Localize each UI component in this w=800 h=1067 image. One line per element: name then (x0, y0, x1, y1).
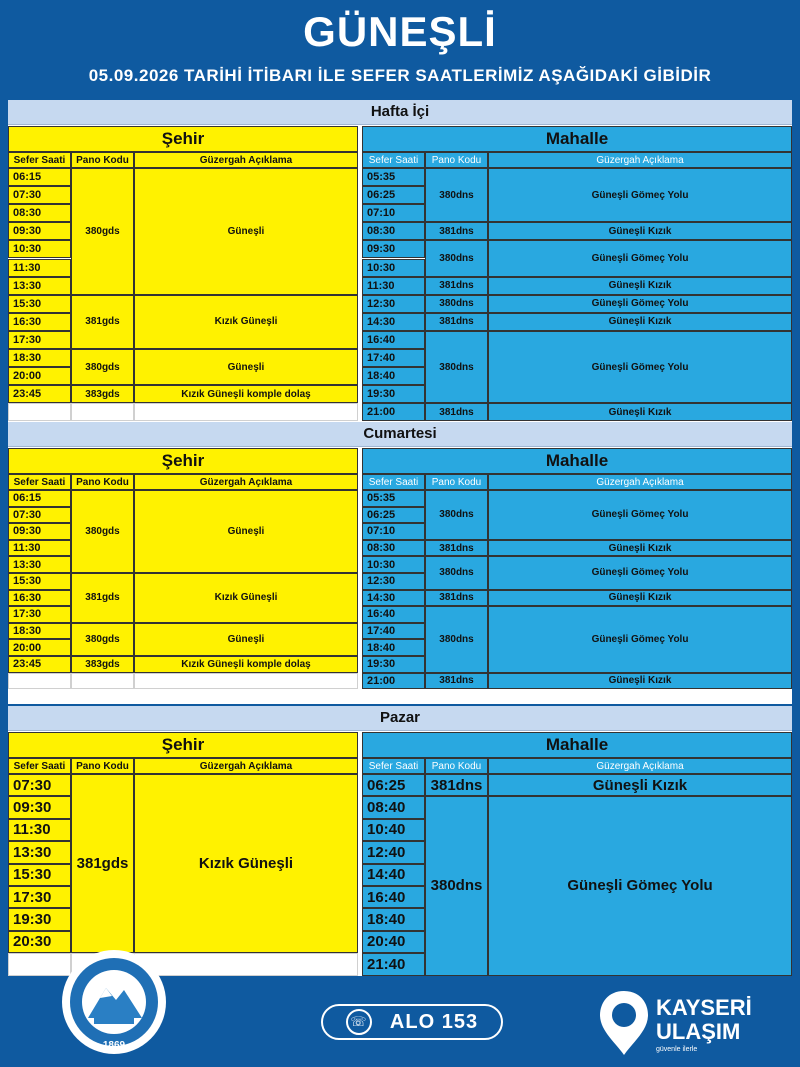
column-header-pano: Pano Kodu (425, 474, 488, 490)
time-cell: 09:30 (8, 222, 71, 240)
time-cell: 17:30 (8, 886, 71, 908)
time-cell (8, 673, 71, 690)
pano-code-cell: 381dns (425, 313, 488, 331)
time-cell: 20:00 (8, 639, 71, 656)
sehir-title: Şehir (8, 126, 358, 152)
pano-code-cell: 380dns (425, 556, 488, 589)
time-cell: 17:40 (362, 349, 425, 367)
time-cell: 19:30 (8, 908, 71, 930)
time-cell: 16:40 (362, 331, 425, 349)
time-cell: 20:00 (8, 367, 71, 385)
section-1 (8, 422, 792, 704)
pano-code-cell: 381dns (425, 774, 488, 796)
time-cell: 11:30 (8, 819, 71, 841)
route-cell: Güneşli Gömeç Yolu (488, 606, 792, 672)
time-cell: 09:30 (362, 240, 425, 258)
time-cell: 09:30 (8, 796, 71, 818)
empty-cell (71, 673, 134, 690)
route-cell: Güneşli Kızık (488, 222, 792, 240)
route-cell: Güneşli (134, 349, 358, 385)
time-cell: 14:40 (362, 864, 425, 886)
page-subtitle: 05.09.2026 TARİHİ İTİBARI İLE SEFER SAATLERİMİZ AŞAĞIDAKİ GİBİDİR (88, 66, 712, 85)
pano-code-cell: 380dns (425, 168, 488, 222)
route-cell: Güneşli Gömeç Yolu (488, 556, 792, 589)
column-header-sefer: Sefer Saati (362, 758, 425, 774)
column-header-guzergah: Güzergah Açıklama (134, 474, 358, 490)
hotline-number: ALO 153 (389, 1010, 479, 1033)
route-cell: Güneşli Gömeç Yolu (488, 331, 792, 403)
kayseri-ulasim-logo (596, 985, 786, 1060)
time-cell: 16:30 (8, 313, 71, 331)
time-cell: 05:35 (362, 490, 425, 507)
time-cell: 18:30 (8, 349, 71, 367)
logo-year: 1869 (102, 1040, 126, 1051)
pano-code-cell: 380dns (425, 331, 488, 403)
time-cell: 13:30 (8, 556, 71, 573)
time-cell: 08:40 (362, 796, 425, 818)
pano-code-cell: 381gds (71, 295, 134, 349)
time-cell: 19:30 (362, 656, 425, 673)
column-header-sefer: Sefer Saati (8, 474, 71, 490)
route-cell: Güneşli Kızık (488, 277, 792, 295)
column-header-sefer: Sefer Saati (8, 758, 71, 774)
route-cell: Kızık Güneşli (134, 774, 358, 953)
sehir-title: Şehir (8, 732, 358, 758)
route-cell: Güneşli Kızık (488, 673, 792, 690)
route-cell: Kızık Güneşli komple dolaş (134, 656, 358, 673)
time-cell: 16:40 (362, 606, 425, 623)
pano-code-cell: 380gds (71, 490, 134, 573)
logo-line-1: KAYSERİ (656, 995, 752, 1020)
time-cell: 18:40 (362, 639, 425, 656)
kayseri-municipality-logo (60, 940, 168, 1064)
time-cell: 08:30 (8, 204, 71, 222)
logo-tagline: güvenle ilerle (656, 1046, 698, 1053)
empty-cell (134, 673, 358, 690)
time-cell: 07:30 (8, 507, 71, 524)
time-cell: 14:30 (362, 590, 425, 607)
mahalle-title: Mahalle (362, 126, 792, 152)
route-cell: Kızık Güneşli (134, 573, 358, 623)
pano-code-cell: 381dns (425, 277, 488, 295)
time-cell: 07:10 (362, 204, 425, 222)
time-cell: 10:30 (8, 240, 71, 258)
time-cell: 07:30 (8, 186, 71, 204)
time-cell: 07:10 (362, 523, 425, 540)
pano-code-cell: 381dns (425, 403, 488, 421)
pano-code-cell: 381gds (71, 573, 134, 623)
pano-code-cell: 380gds (71, 623, 134, 656)
time-cell: 21:00 (362, 403, 425, 421)
page-title: GÜNEŞLİ (303, 8, 497, 55)
time-cell: 07:30 (8, 774, 71, 796)
time-cell: 11:30 (8, 259, 71, 277)
time-cell: 12:30 (362, 573, 425, 590)
section-0 (8, 100, 792, 422)
pano-code-cell: 380gds (71, 349, 134, 385)
route-cell: Güneşli Kızık (488, 590, 792, 607)
pano-code-cell: 380gds (71, 168, 134, 295)
route-cell: Güneşli Kızık (488, 540, 792, 557)
column-header-guzergah: Güzergah Açıklama (488, 152, 792, 168)
column-header-guzergah: Güzergah Açıklama (134, 152, 358, 168)
mahalle-title: Mahalle (362, 448, 792, 474)
time-cell: 23:45 (8, 656, 71, 673)
section-header: Cumartesi (8, 422, 792, 447)
route-cell: Güneşli Gömeç Yolu (488, 240, 792, 276)
time-cell: 10:30 (362, 259, 425, 277)
time-cell: 16:40 (362, 886, 425, 908)
time-cell: 06:25 (362, 774, 425, 796)
section-header: Hafta İçi (8, 100, 792, 125)
time-cell: 06:15 (8, 168, 71, 186)
pano-code-cell: 380dns (425, 796, 488, 975)
time-cell: 15:30 (8, 573, 71, 590)
column-header-sefer: Sefer Saati (362, 152, 425, 168)
time-cell: 14:30 (362, 313, 425, 331)
route-cell: Güneşli Gömeç Yolu (488, 168, 792, 222)
time-cell: 16:30 (8, 590, 71, 607)
time-cell (8, 403, 71, 421)
route-cell: Güneşli Kızık (488, 403, 792, 421)
time-cell: 18:40 (362, 908, 425, 930)
time-cell: 18:40 (362, 367, 425, 385)
time-cell: 17:30 (8, 331, 71, 349)
time-cell: 15:30 (8, 295, 71, 313)
pano-code-cell: 381dns (425, 540, 488, 557)
time-cell: 13:30 (8, 277, 71, 295)
column-header-sefer: Sefer Saati (8, 152, 71, 168)
time-cell: 06:25 (362, 507, 425, 524)
pano-code-cell: 380dns (425, 606, 488, 672)
pano-code-cell: 383gds (71, 385, 134, 403)
time-cell: 12:40 (362, 841, 425, 863)
pano-code-cell: 380dns (425, 295, 488, 313)
route-cell: Güneşli Gömeç Yolu (488, 490, 792, 540)
time-cell: 08:30 (362, 540, 425, 557)
route-cell: Kızık Güneşli komple dolaş (134, 385, 358, 403)
pano-code-cell: 381dns (425, 222, 488, 240)
time-cell: 15:30 (8, 864, 71, 886)
time-cell: 23:45 (8, 385, 71, 403)
time-cell: 08:30 (362, 222, 425, 240)
time-cell: 21:40 (362, 953, 425, 975)
time-cell: 20:30 (8, 931, 71, 953)
route-cell: Güneşli (134, 490, 358, 573)
time-cell: 21:00 (362, 673, 425, 690)
section-2 (8, 706, 792, 976)
time-cell: 06:15 (8, 490, 71, 507)
time-cell: 12:30 (362, 295, 425, 313)
empty-cell (71, 403, 134, 421)
mahalle-title: Mahalle (362, 732, 792, 758)
time-cell: 17:40 (362, 623, 425, 640)
logo-line-2: ULAŞIM (656, 1019, 741, 1044)
pano-code-cell: 380dns (425, 490, 488, 540)
phone-icon: ☏ (346, 1009, 372, 1035)
column-header-pano: Pano Kodu (71, 758, 134, 774)
column-header-pano: Pano Kodu (425, 758, 488, 774)
time-cell: 17:30 (8, 606, 71, 623)
column-header-guzergah: Güzergah Açıklama (488, 474, 792, 490)
pano-code-cell: 381dns (425, 673, 488, 690)
sehir-title: Şehir (8, 448, 358, 474)
route-cell: Güneşli (134, 623, 358, 656)
time-cell: 20:40 (362, 931, 425, 953)
hotline-badge (321, 1004, 503, 1040)
column-header-pano: Pano Kodu (425, 152, 488, 168)
time-cell: 09:30 (8, 523, 71, 540)
time-cell: 11:30 (8, 540, 71, 557)
route-cell: Güneşli (134, 168, 358, 295)
column-header-pano: Pano Kodu (71, 152, 134, 168)
time-cell: 11:30 (362, 277, 425, 295)
time-cell: 19:30 (362, 385, 425, 403)
section-header: Pazar (8, 706, 792, 731)
time-cell: 10:40 (362, 819, 425, 841)
pano-code-cell: 383gds (71, 656, 134, 673)
route-cell: Güneşli Gömeç Yolu (488, 796, 792, 975)
column-header-guzergah: Güzergah Açıklama (134, 758, 358, 774)
time-cell: 18:30 (8, 623, 71, 640)
pano-code-cell: 380dns (425, 240, 488, 276)
time-cell: 06:25 (362, 186, 425, 204)
pano-code-cell: 381dns (425, 590, 488, 607)
column-header-sefer: Sefer Saati (362, 474, 425, 490)
empty-cell (134, 403, 358, 421)
route-cell: Güneşli Gömeç Yolu (488, 295, 792, 313)
route-cell: Kızık Güneşli (134, 295, 358, 349)
time-cell: 05:35 (362, 168, 425, 186)
pano-code-cell: 381gds (71, 774, 134, 953)
time-cell: 10:30 (362, 556, 425, 573)
column-header-pano: Pano Kodu (71, 474, 134, 490)
route-cell: Güneşli Kızık (488, 774, 792, 796)
column-header-guzergah: Güzergah Açıklama (488, 758, 792, 774)
route-cell: Güneşli Kızık (488, 313, 792, 331)
time-cell: 13:30 (8, 841, 71, 863)
